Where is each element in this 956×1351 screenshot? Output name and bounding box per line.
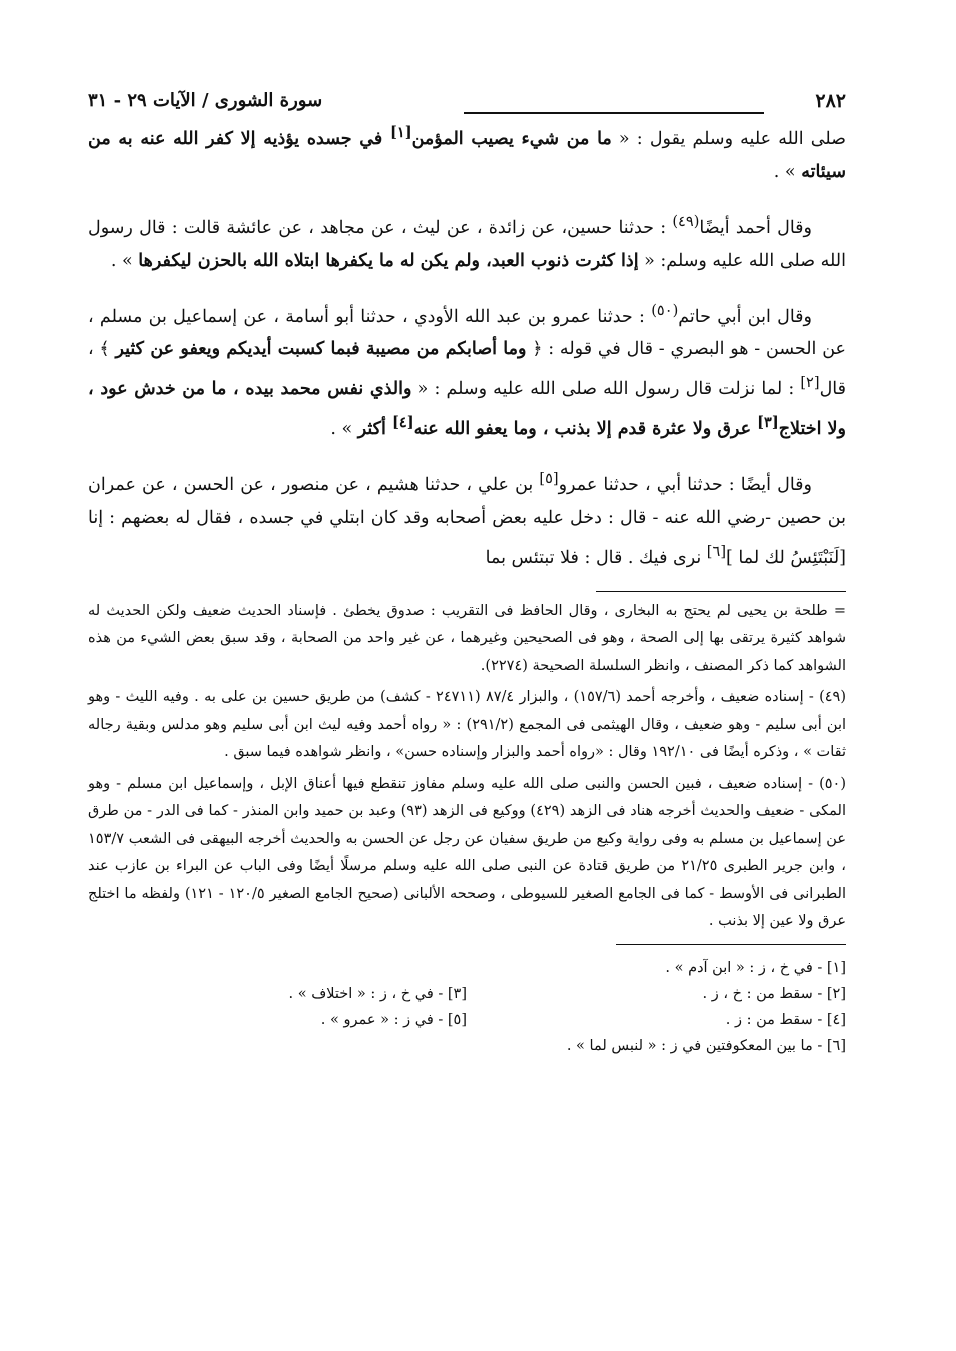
text: وقال أحمد أيضًا [699, 217, 812, 238]
page [88, 86, 846, 1059]
text: » . [330, 419, 358, 440]
footnote-49: (٤٩) - إسناده ضعيف ، وأخرجه أحمد (١٥٧/٦) ، والبزار ٨٧/٤ (٢٤٧١١ - كشف) من طريق حسين بن على به . وفيه الليث - وهو ابن أبى سليم - وهو ضعيف ، وقال الهيثمى فى المجمع (٢٩١/٢) : « رواه أحمد وفيه ليث ابن أبى سليم وهو مدلس وبقية رجاله ثقات » ، وذكره أيضًا فى ١٩٢/١٠ وقال : «رواه أحمد والبزار وإسناده حسن» ، وانظر شواهده فيما سبق . [88, 689, 847, 761]
page-number: ٢٨٢ [815, 90, 846, 112]
page-header [88, 86, 846, 116]
variant-note-2: [٢] - سقط من : خ ، ز . [702, 985, 846, 1002]
footnote-ref: (٥٠) [651, 301, 679, 319]
text: : لما نزلت قال رسول الله صلى الله عليه وسلم : « [411, 379, 801, 400]
text: صلى الله عليه وسلم يقول : « [611, 128, 846, 149]
variant-ref: [٢] [800, 374, 820, 392]
hadith-text: إذا كثرت ذنوب العبد، ولم يكن له ما يكفرها ابتلاه الله بالحزن ليكفرها [138, 250, 639, 271]
variant-ref: [٦] [706, 542, 727, 560]
footnote-50: (٥٠) - إسناده ضعيف ، فبين الحسن والنبى صلى الله عليه وسلم مفاوز تنقطع فيها أعناق الإبل ، وإسماعيل ابن مسلم - وهو المكى - ضعيف والحديث أخرجه هناد فى الزهد (٤٢٩) ووكيع فى الزهد (٩٣) وعبد بن حميد وابن المنذر - كما فى الدر - من طرق عن إسماعيل بن مسلم به وفى رواية وكيع من طريق سفيان عن رجل عن الحسن به والحديث أخرجه البيهقى فى الشعب ١٥٣/٧ ، وابن جرير الطبرى ٢١/٢٥ من طريق قتادة عن النبى صلى الله عليه وسلم مرسلًا أيضًا وفى الباب عن البراء بن عازب عند الطبرانى فى الأوسط - كما فى الجامع الصغير للسيوطى ، وصححه الألبانى (صحيح الجامع الصغير ١٢٠/٥ - ١٢١) ولفظه ما اختلج عرق ولا عين إلا بذنب . [88, 775, 846, 930]
text: نرى فيك . قال : فلا تبتئس بما [485, 547, 707, 568]
text: : حدثنا حسين، عن زائدة ، عن ليث ، عن مجاهد ، عن عائشة قالت : قال رسول الله صلى الله عليه وسلم: « [88, 217, 846, 271]
header-rule [464, 112, 764, 114]
variant-note-4: [٤] - سقط من : ز . [725, 1011, 846, 1028]
text: ما من شيء يصيب المؤمن [411, 128, 612, 149]
main-text [88, 116, 846, 575]
text: والذي نفس محمد بيده ، ما من خدش عود ، ولا اختلاج [88, 379, 846, 440]
variant-ref: [١] [389, 124, 412, 141]
paragraph-1 [88, 116, 846, 189]
variant-note-1: [١] - في خ ، ز : « ابن آدم » . [665, 959, 846, 976]
variant-ref: [٣] [757, 414, 779, 432]
text: أكثر [357, 419, 392, 440]
variant-ref: [٤] [391, 414, 414, 432]
variant-note-3: [٣] - في خ ، ز : « اختلاف » . [288, 985, 467, 1002]
variant-ref: [٥] [539, 470, 559, 488]
text: » . [110, 250, 139, 271]
footnotes [88, 598, 846, 936]
paragraph-4 [88, 462, 846, 575]
text: عرق ولا عثرة قدم إلا بذنب ، وما يعفو الله عنه [413, 419, 758, 440]
running-title: سورة الشورى / الآيات ٢٩ - ٣١ [88, 90, 323, 111]
variant-note-6: [٦] - ما بين المعكوفتين في ز : « لنبس لما » . [566, 1037, 846, 1054]
variant-note-5: [٥] - في ز : « عمرو » . [320, 1011, 467, 1028]
paragraph-2 [88, 205, 846, 278]
paragraph-3 [88, 294, 846, 446]
text: في جسده يؤذيه إلا كفر الله عنه به من سيئاته [88, 128, 846, 182]
footnote-continuation: = طلحة بن يحيى لم يحتج به البخارى ، وقال الحافظ فى التقريب : صدوق يخطئ . فإسناد الحديث ضعيف ولكن الحديث له شواهد كثيرة يرتقى بها إلى الصحة ، وهو فى الصحيحين وغيرهما ، عن غير واحد من الصحابة ، وقد سبق بعض الشيء من هذه الشواهد كما ذكر المصنف ، وانظر السلسلة الصحيحة (٢٢٧٤). [88, 602, 846, 674]
text: بن علي ، حدثنا هشيم ، عن منصور ، عن الحسن ، عن عمران بن حصين -رضي الله عنه - قال : دخل عليه بعض أصحابه وقد كان ابتلي في جسده ، فقال له بعضهم : إنا [لَنَبْتَئِسُ لك لما ] [88, 474, 846, 568]
footnote-ref: (٤٩) [672, 212, 700, 230]
variant-note-empty [88, 955, 467, 981]
text: وقال أيضًا : حدثنا أبي ، حدثنا عمرو [558, 474, 812, 495]
text: وقال ابن أبي حاتم [678, 306, 812, 327]
footnote-separator [596, 591, 846, 592]
variants-separator [616, 944, 846, 945]
text: ﴾ ، قال [88, 339, 846, 400]
variant-notes [88, 955, 846, 1059]
text: » . [773, 161, 802, 182]
quran-text: وما أصابكم من مصيبة فبما كسبت أيديكم ويعفو عن كثير [115, 339, 527, 360]
text: : حدثنا عمرو بن عبد الله الأودي ، حدثنا أبو أسامة ، عن إسماعيل بن مسلم ، عن الحسن - هو البصري - قال في قوله : ﴿ [88, 306, 846, 360]
